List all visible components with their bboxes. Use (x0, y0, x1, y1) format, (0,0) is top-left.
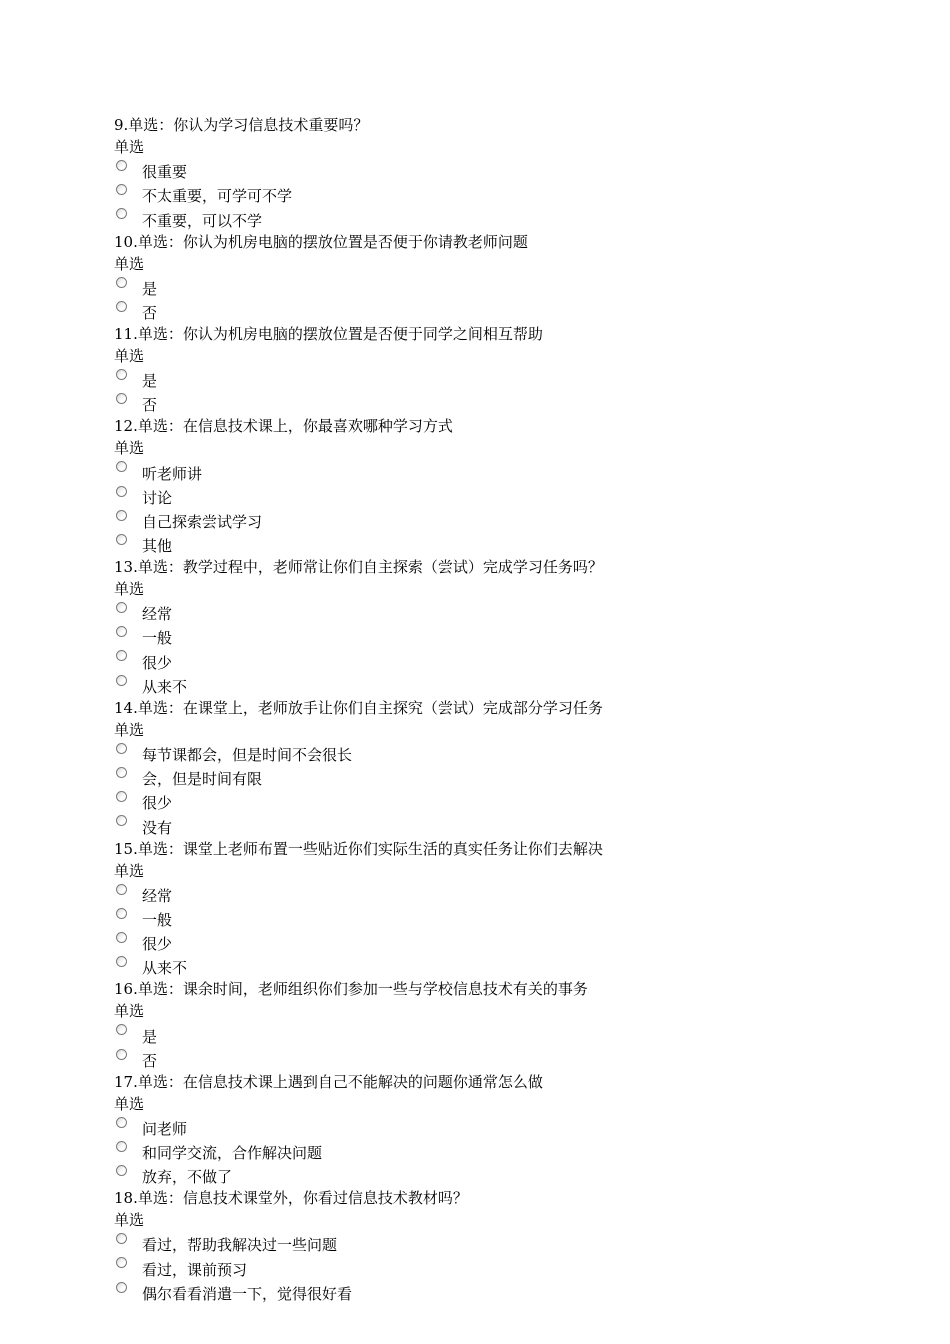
radio-button-icon[interactable] (116, 1024, 127, 1035)
option-label: 讨论 (142, 488, 173, 507)
option-row[interactable] (114, 766, 874, 790)
option-label: 不太重要，可学可不学 (142, 187, 293, 206)
option-row[interactable] (114, 533, 874, 557)
option-label: 是 (142, 372, 158, 391)
radio-button-icon[interactable] (116, 1165, 127, 1176)
option-label: 问老师 (142, 1119, 188, 1138)
option-row[interactable] (114, 649, 874, 673)
option-label: 否 (142, 1051, 158, 1070)
question-type-label: 单选 (114, 254, 145, 273)
option-label: 听老师讲 (142, 464, 203, 483)
option-label: 否 (142, 303, 158, 322)
question-title: 15.单选：课堂上老师布置一些贴近你们实际生活的真实任务让你们去解决 (114, 839, 603, 858)
option-label: 一般 (142, 910, 173, 929)
question-type-label: 单选 (114, 1094, 145, 1113)
question-block (114, 979, 874, 1071)
question-block (114, 557, 874, 698)
radio-button-icon[interactable] (116, 884, 127, 895)
option-row[interactable] (114, 1140, 874, 1164)
option-row[interactable] (114, 368, 874, 392)
option-row[interactable] (114, 159, 874, 183)
radio-button-icon[interactable] (116, 184, 127, 195)
option-row[interactable] (114, 207, 874, 231)
radio-button-icon[interactable] (116, 791, 127, 802)
radio-button-icon[interactable] (116, 1257, 127, 1268)
question-block (114, 839, 874, 980)
radio-button-icon[interactable] (116, 675, 127, 686)
option-label: 自己探索尝试学习 (142, 512, 263, 531)
radio-button-icon[interactable] (116, 932, 127, 943)
option-row[interactable] (114, 1256, 874, 1280)
radio-button-icon[interactable] (116, 650, 127, 661)
option-row[interactable] (114, 883, 874, 907)
option-label: 看过，课前预习 (142, 1260, 248, 1279)
radio-button-icon[interactable] (116, 815, 127, 826)
radio-button-icon[interactable] (116, 767, 127, 778)
question-title: 14.单选：在课堂上，老师放手让你们自主探究（尝试）完成部分学习任务 (114, 698, 603, 717)
question-type-label: 单选 (114, 580, 145, 599)
option-label: 会，但是时间有限 (142, 770, 263, 789)
option-row[interactable] (114, 276, 874, 300)
option-row[interactable] (114, 742, 874, 766)
option-row[interactable] (114, 625, 874, 649)
radio-button-icon[interactable] (116, 602, 127, 613)
survey-document (114, 115, 874, 1305)
question-type-label: 单选 (114, 1002, 145, 1021)
question-title: 10.单选：你认为机房电脑的摆放位置是否便于你请教老师问题 (114, 232, 528, 251)
option-row[interactable] (114, 931, 874, 955)
question-block (114, 698, 874, 839)
option-row[interactable] (114, 1048, 874, 1072)
option-label: 经常 (142, 605, 173, 624)
option-label: 很少 (142, 653, 173, 672)
question-title: 13.单选：教学过程中，老师常让你们自主探索（尝试）完成学习任务吗？ (114, 558, 603, 577)
question-block (114, 324, 874, 416)
radio-button-icon[interactable] (116, 301, 127, 312)
option-row[interactable] (114, 1232, 874, 1256)
option-label: 否 (142, 396, 158, 415)
radio-button-icon[interactable] (116, 1282, 127, 1293)
option-label: 从来不 (142, 677, 188, 696)
radio-button-icon[interactable] (116, 1117, 127, 1128)
option-row[interactable] (114, 1023, 874, 1047)
option-label: 从来不 (142, 959, 188, 978)
option-label: 很少 (142, 935, 173, 954)
radio-button-icon[interactable] (116, 1233, 127, 1244)
option-row[interactable] (114, 1281, 874, 1305)
option-row[interactable] (114, 907, 874, 931)
radio-button-icon[interactable] (116, 743, 127, 754)
radio-button-icon[interactable] (116, 160, 127, 171)
question-title: 16.单选：课余时间，老师组织你们参加一些与学校信息技术有关的事务 (114, 980, 588, 999)
question-block (114, 1188, 874, 1305)
radio-button-icon[interactable] (116, 626, 127, 637)
option-label: 每节课都会，但是时间不会很长 (142, 746, 353, 764)
question-title: 11.单选：你认为机房电脑的摆放位置是否便于同学之间相互帮助 (114, 324, 543, 343)
question-type-label: 单选 (114, 861, 145, 880)
radio-button-icon[interactable] (116, 461, 127, 472)
option-label: 不重要，可以不学 (142, 211, 263, 230)
option-row[interactable] (114, 509, 874, 533)
option-label: 偶尔看看消遣一下，觉得很好看 (142, 1284, 353, 1303)
radio-button-icon[interactable] (116, 510, 127, 521)
option-row[interactable] (114, 790, 874, 814)
question-type-label: 单选 (114, 1211, 145, 1230)
option-label: 没有 (142, 818, 173, 837)
question-title: 12.单选：在信息技术课上，你最喜欢哪种学习方式 (114, 417, 453, 436)
option-row[interactable] (114, 1164, 874, 1188)
question-block (114, 115, 874, 232)
radio-button-icon[interactable] (116, 369, 127, 380)
option-row[interactable] (114, 392, 874, 416)
option-label: 是 (142, 279, 158, 298)
question-block (114, 232, 874, 324)
radio-button-icon[interactable] (116, 534, 127, 545)
option-row[interactable] (114, 814, 874, 838)
question-block (114, 1072, 874, 1189)
option-label: 很重要 (142, 163, 188, 182)
radio-button-icon[interactable] (116, 486, 127, 497)
radio-button-icon[interactable] (116, 1141, 127, 1152)
radio-button-icon[interactable] (116, 956, 127, 967)
question-type-label: 单选 (114, 138, 145, 156)
option-row[interactable] (114, 183, 874, 207)
option-label: 很少 (142, 794, 173, 813)
option-row[interactable] (114, 300, 874, 324)
option-label: 一般 (142, 629, 173, 648)
option-row[interactable] (114, 955, 874, 979)
option-row[interactable] (114, 460, 874, 484)
radio-button-icon[interactable] (116, 908, 127, 919)
option-row[interactable] (114, 601, 874, 625)
option-label: 经常 (142, 886, 173, 905)
option-label: 其他 (142, 537, 173, 556)
radio-button-icon[interactable] (116, 277, 127, 288)
question-title: 18.单选：信息技术课堂外，你看过信息技术教材吗？ (114, 1189, 468, 1208)
radio-button-icon[interactable] (116, 1049, 127, 1060)
radio-button-icon[interactable] (116, 208, 127, 219)
radio-button-icon[interactable] (116, 393, 127, 404)
option-row[interactable] (114, 1116, 874, 1140)
option-label: 和同学交流，合作解决问题 (142, 1144, 323, 1163)
question-type-label: 单选 (114, 346, 145, 365)
question-block (114, 416, 874, 557)
question-title: 9.单选：你认为学习信息技术重要吗？ (114, 116, 369, 134)
option-row[interactable] (114, 674, 874, 698)
option-row[interactable] (114, 485, 874, 509)
question-type-label: 单选 (114, 439, 145, 458)
question-type-label: 单选 (114, 720, 145, 739)
question-title: 17.单选：在信息技术课上遇到自己不能解决的问题你通常怎么做 (114, 1072, 543, 1091)
option-label: 是 (142, 1027, 158, 1046)
option-label: 放弃，不做了 (142, 1168, 233, 1187)
option-label: 看过，帮助我解决过一些问题 (142, 1236, 338, 1255)
